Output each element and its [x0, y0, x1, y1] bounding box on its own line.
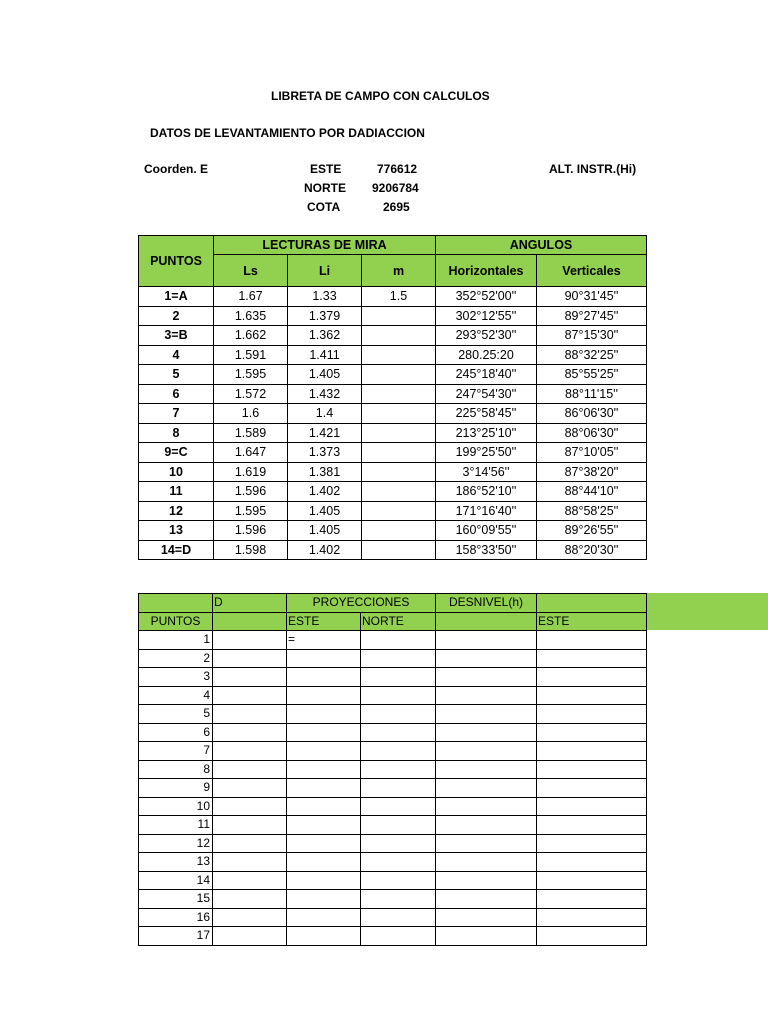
m-cell [362, 365, 436, 385]
ls-cell: 1.598 [214, 540, 288, 560]
vertical-angle-cell: 89°26'55'' [537, 521, 647, 541]
data-cell[interactable] [287, 760, 361, 779]
ls-cell: 1.595 [214, 365, 288, 385]
point-cell: 4 [139, 345, 214, 365]
point-cell: 8 [139, 423, 214, 443]
data-cell[interactable] [436, 760, 537, 779]
row-number-cell: 1 [139, 631, 213, 650]
m-cell [362, 345, 436, 365]
data-cell[interactable] [287, 927, 361, 946]
table-row [139, 521, 647, 541]
data-cell[interactable] [213, 853, 287, 872]
data-cell[interactable] [287, 779, 361, 798]
table-row [139, 306, 647, 326]
vertical-angle-cell: 88°32'25'' [537, 345, 647, 365]
m-cell [362, 306, 436, 326]
point-cell: 10 [139, 462, 214, 482]
header-lecturas-de-mira: LECTURAS DE MIRA [214, 236, 436, 255]
table-row [139, 540, 647, 560]
horizontal-angle-cell: 213°25'10'' [436, 423, 537, 443]
data-cell[interactable] [213, 834, 287, 853]
vertical-angle-cell: 88°11'15'' [537, 384, 647, 404]
data-cell[interactable] [436, 853, 537, 872]
data-cell[interactable] [213, 742, 287, 761]
cota-label: COTA [307, 200, 341, 214]
header-empty-desnivel [436, 612, 537, 631]
horizontal-angle-cell: 280.25:20 [436, 345, 537, 365]
data-cell[interactable] [287, 668, 361, 687]
point-cell: 3=B [139, 326, 214, 346]
data-cell[interactable] [436, 908, 537, 927]
point-cell: 11 [139, 482, 214, 502]
header-puntos: PUNTOS [139, 236, 214, 287]
page-title: LIBRETA DE CAMPO CON CALCULOS [271, 89, 490, 103]
ls-cell: 1.6 [214, 404, 288, 424]
table-row [139, 927, 647, 946]
green-header-extension [646, 593, 768, 630]
data-cell[interactable] [436, 816, 537, 835]
data-cell[interactable] [361, 871, 436, 890]
header-d: D [213, 594, 287, 613]
row-number-cell: 14 [139, 871, 213, 890]
data-cell[interactable] [361, 686, 436, 705]
data-cell[interactable] [213, 686, 287, 705]
table-row [139, 384, 647, 404]
row-number-cell: 7 [139, 742, 213, 761]
horizontal-angle-cell: 186°52'10'' [436, 482, 537, 502]
data-cell[interactable] [213, 668, 287, 687]
data-cell[interactable] [287, 834, 361, 853]
table-row [139, 668, 647, 687]
data-cell[interactable] [361, 705, 436, 724]
vertical-angle-cell: 87°15'30'' [537, 326, 647, 346]
li-cell: 1.402 [288, 482, 362, 502]
alt-instr-label: ALT. INSTR.(Hi) [549, 162, 637, 176]
data-cell[interactable] [537, 779, 647, 798]
vertical-angle-cell: 85°55'25'' [537, 365, 647, 385]
horizontal-angle-cell: 245°18'40'' [436, 365, 537, 385]
data-cell[interactable] [436, 631, 537, 650]
li-cell: 1.379 [288, 306, 362, 326]
ls-cell: 1.596 [214, 521, 288, 541]
m-cell [362, 462, 436, 482]
row-number-cell: 15 [139, 890, 213, 909]
horizontal-angle-cell: 158°33'50'' [436, 540, 537, 560]
data-cell[interactable] [213, 631, 287, 650]
table-row [139, 723, 647, 742]
header-desnivel: DESNIVEL(h) [436, 594, 537, 613]
data-cell[interactable] [537, 853, 647, 872]
table-row [139, 816, 647, 835]
este-value: 776612 [377, 162, 418, 176]
row-number-cell: 9 [139, 779, 213, 798]
table-row [139, 326, 647, 346]
header-este: ESTE [287, 612, 361, 631]
data-cell[interactable] [537, 908, 647, 927]
li-cell: 1.411 [288, 345, 362, 365]
vertical-angle-cell: 90°31'45'' [537, 287, 647, 307]
data-cell[interactable] [436, 834, 537, 853]
vertical-angle-cell: 88°06'30'' [537, 423, 647, 443]
data-cell[interactable] [361, 927, 436, 946]
data-cell[interactable] [537, 742, 647, 761]
cota-value: 2695 [383, 200, 410, 214]
row-number-cell: 11 [139, 816, 213, 835]
data-cell[interactable] [537, 871, 647, 890]
row-number-cell: 6 [139, 723, 213, 742]
li-cell: 1.432 [288, 384, 362, 404]
data-cell[interactable] [361, 816, 436, 835]
m-cell [362, 540, 436, 560]
data-cell[interactable] [361, 723, 436, 742]
row-number-cell: 4 [139, 686, 213, 705]
li-cell: 1.405 [288, 521, 362, 541]
li-cell: 1.33 [288, 287, 362, 307]
table-row [139, 797, 647, 816]
header-verticales: Verticales [537, 255, 647, 287]
point-cell: 5 [139, 365, 214, 385]
m-cell [362, 384, 436, 404]
data-cell[interactable] [213, 779, 287, 798]
data-cell[interactable] [213, 871, 287, 890]
data-cell[interactable] [436, 668, 537, 687]
data-cell[interactable] [537, 760, 647, 779]
table-row [139, 404, 647, 424]
data-cell[interactable] [436, 686, 537, 705]
este-label: ESTE [310, 162, 342, 176]
data-cell[interactable] [287, 908, 361, 927]
header-ls: Ls [214, 255, 288, 287]
row-number-cell: 12 [139, 834, 213, 853]
li-cell: 1.381 [288, 462, 362, 482]
data-cell[interactable] [361, 834, 436, 853]
data-cell[interactable] [287, 742, 361, 761]
data-cell[interactable] [287, 649, 361, 668]
data-cell[interactable] [213, 927, 287, 946]
data-cell[interactable] [537, 890, 647, 909]
data-cell[interactable] [361, 890, 436, 909]
table-row [139, 760, 647, 779]
data-cell[interactable] [436, 871, 537, 890]
ls-cell: 1.67 [214, 287, 288, 307]
data-cell[interactable] [537, 705, 647, 724]
data-cell[interactable] [361, 742, 436, 761]
horizontal-angle-cell: 171°16'40'' [436, 501, 537, 521]
page-subtitle: DATOS DE LEVANTAMIENTO POR DADIACCION [150, 126, 425, 140]
data-cell[interactable] [436, 705, 537, 724]
table-row [139, 834, 647, 853]
data-cell[interactable] [537, 686, 647, 705]
li-cell: 1.373 [288, 443, 362, 463]
vertical-angle-cell: 88°44'10'' [537, 482, 647, 502]
header-angulos: ANGULOS [436, 236, 647, 255]
li-cell: 1.4 [288, 404, 362, 424]
data-cell[interactable] [287, 871, 361, 890]
point-cell: 6 [139, 384, 214, 404]
point-cell: 14=D [139, 540, 214, 560]
data-cell[interactable] [537, 631, 647, 650]
row-number-cell: 8 [139, 760, 213, 779]
data-cell[interactable] [287, 723, 361, 742]
data-cell[interactable] [213, 890, 287, 909]
m-cell [362, 443, 436, 463]
header-empty-cell [139, 594, 213, 613]
horizontal-angle-cell: 352°52'00'' [436, 287, 537, 307]
table-row [139, 501, 647, 521]
point-cell: 2 [139, 306, 214, 326]
norte-label: NORTE [304, 181, 346, 195]
data-cell[interactable] [361, 631, 436, 650]
data-cell[interactable] [213, 797, 287, 816]
ls-cell: 1.596 [214, 482, 288, 502]
data-cell[interactable] [537, 834, 647, 853]
row-number-cell: 16 [139, 908, 213, 927]
ls-cell: 1.595 [214, 501, 288, 521]
data-cell[interactable] [287, 797, 361, 816]
table-row [139, 890, 647, 909]
ls-cell: 1.647 [214, 443, 288, 463]
data-cell[interactable] [361, 853, 436, 872]
header-proyecciones: PROYECCIONES [287, 594, 436, 613]
data-cell[interactable] [361, 760, 436, 779]
point-cell: 1=A [139, 287, 214, 307]
row-number-cell: 13 [139, 853, 213, 872]
formula-cell[interactable]: = [287, 631, 361, 650]
horizontal-angle-cell: 302°12'55'' [436, 306, 537, 326]
ls-cell: 1.619 [214, 462, 288, 482]
m-cell: 1.5 [362, 287, 436, 307]
norte-value: 9206784 [372, 181, 419, 195]
table-row [139, 443, 647, 463]
m-cell [362, 501, 436, 521]
data-cell[interactable] [213, 760, 287, 779]
header-norte: NORTE [361, 612, 436, 631]
row-number-cell: 10 [139, 797, 213, 816]
point-cell: 7 [139, 404, 214, 424]
header-horizontales: Horizontales [436, 255, 537, 287]
table-row [139, 423, 647, 443]
horizontal-angle-cell: 293°52'30'' [436, 326, 537, 346]
data-cell[interactable] [537, 816, 647, 835]
data-cell[interactable] [436, 797, 537, 816]
li-cell: 1.402 [288, 540, 362, 560]
data-cell[interactable] [436, 779, 537, 798]
horizontal-angle-cell: 247°54'30'' [436, 384, 537, 404]
ls-cell: 1.589 [214, 423, 288, 443]
data-cell[interactable] [213, 816, 287, 835]
point-cell: 13 [139, 521, 214, 541]
data-cell[interactable] [213, 705, 287, 724]
row-number-cell: 17 [139, 927, 213, 946]
row-number-cell: 5 [139, 705, 213, 724]
table-row [139, 742, 647, 761]
table-row [139, 705, 647, 724]
data-cell[interactable] [361, 649, 436, 668]
table-row [139, 871, 647, 890]
data-cell[interactable] [213, 908, 287, 927]
data-cell[interactable] [213, 649, 287, 668]
data-cell[interactable] [436, 890, 537, 909]
header-m: m [362, 255, 436, 287]
vertical-angle-cell: 88°20'30'' [537, 540, 647, 560]
ls-cell: 1.635 [214, 306, 288, 326]
vertical-angle-cell: 86°06'30'' [537, 404, 647, 424]
coord-label: Coorden. E [144, 162, 209, 176]
table-row [139, 853, 647, 872]
table-row [139, 287, 647, 307]
table-row [139, 649, 647, 668]
row-number-cell: 3 [139, 668, 213, 687]
li-cell: 1.362 [288, 326, 362, 346]
li-cell: 1.405 [288, 501, 362, 521]
table-row [139, 462, 647, 482]
data-cell[interactable] [361, 779, 436, 798]
m-cell [362, 482, 436, 502]
vertical-angle-cell: 88°58'25'' [537, 501, 647, 521]
point-cell: 9=C [139, 443, 214, 463]
data-cell[interactable] [537, 797, 647, 816]
m-cell [362, 404, 436, 424]
data-cell[interactable] [361, 668, 436, 687]
data-cell[interactable] [537, 649, 647, 668]
vertical-angle-cell: 87°10'05'' [537, 443, 647, 463]
ls-cell: 1.591 [214, 345, 288, 365]
data-cell[interactable] [287, 853, 361, 872]
projections-table [138, 593, 647, 946]
data-cell[interactable] [436, 927, 537, 946]
header-empty-cell-2 [537, 594, 647, 613]
vertical-angle-cell: 89°27'45'' [537, 306, 647, 326]
m-cell [362, 326, 436, 346]
vertical-angle-cell: 87°38'20'' [537, 462, 647, 482]
table-row [139, 482, 647, 502]
data-cell[interactable] [436, 649, 537, 668]
ls-cell: 1.662 [214, 326, 288, 346]
horizontal-angle-cell: 160°09'55'' [436, 521, 537, 541]
table-row [139, 779, 647, 798]
data-cell[interactable] [436, 742, 537, 761]
horizontal-angle-cell: 3°14'56'' [436, 462, 537, 482]
data-cell[interactable] [287, 686, 361, 705]
li-cell: 1.421 [288, 423, 362, 443]
row-number-cell: 2 [139, 649, 213, 668]
table-row [139, 686, 647, 705]
header-puntos-2: PUNTOS [139, 612, 213, 631]
table-row [139, 631, 647, 650]
table-row [139, 365, 647, 385]
data-cell[interactable] [436, 723, 537, 742]
table-row [139, 345, 647, 365]
data-cell[interactable] [537, 668, 647, 687]
li-cell: 1.405 [288, 365, 362, 385]
point-cell: 12 [139, 501, 214, 521]
m-cell [362, 423, 436, 443]
header-empty-d [213, 612, 287, 631]
ls-cell: 1.572 [214, 384, 288, 404]
horizontal-angle-cell: 225°58'45'' [436, 404, 537, 424]
data-cell[interactable] [361, 797, 436, 816]
header-este-2: ESTE [537, 612, 647, 631]
data-cell[interactable] [287, 816, 361, 835]
data-cell[interactable] [287, 890, 361, 909]
header-li: Li [288, 255, 362, 287]
data-cell[interactable] [287, 705, 361, 724]
horizontal-angle-cell: 199°25'50'' [436, 443, 537, 463]
survey-readings-table [138, 235, 647, 560]
m-cell [362, 521, 436, 541]
data-cell[interactable] [537, 723, 647, 742]
data-cell[interactable] [213, 723, 287, 742]
data-cell[interactable] [537, 927, 647, 946]
data-cell[interactable] [361, 908, 436, 927]
table-row [139, 908, 647, 927]
